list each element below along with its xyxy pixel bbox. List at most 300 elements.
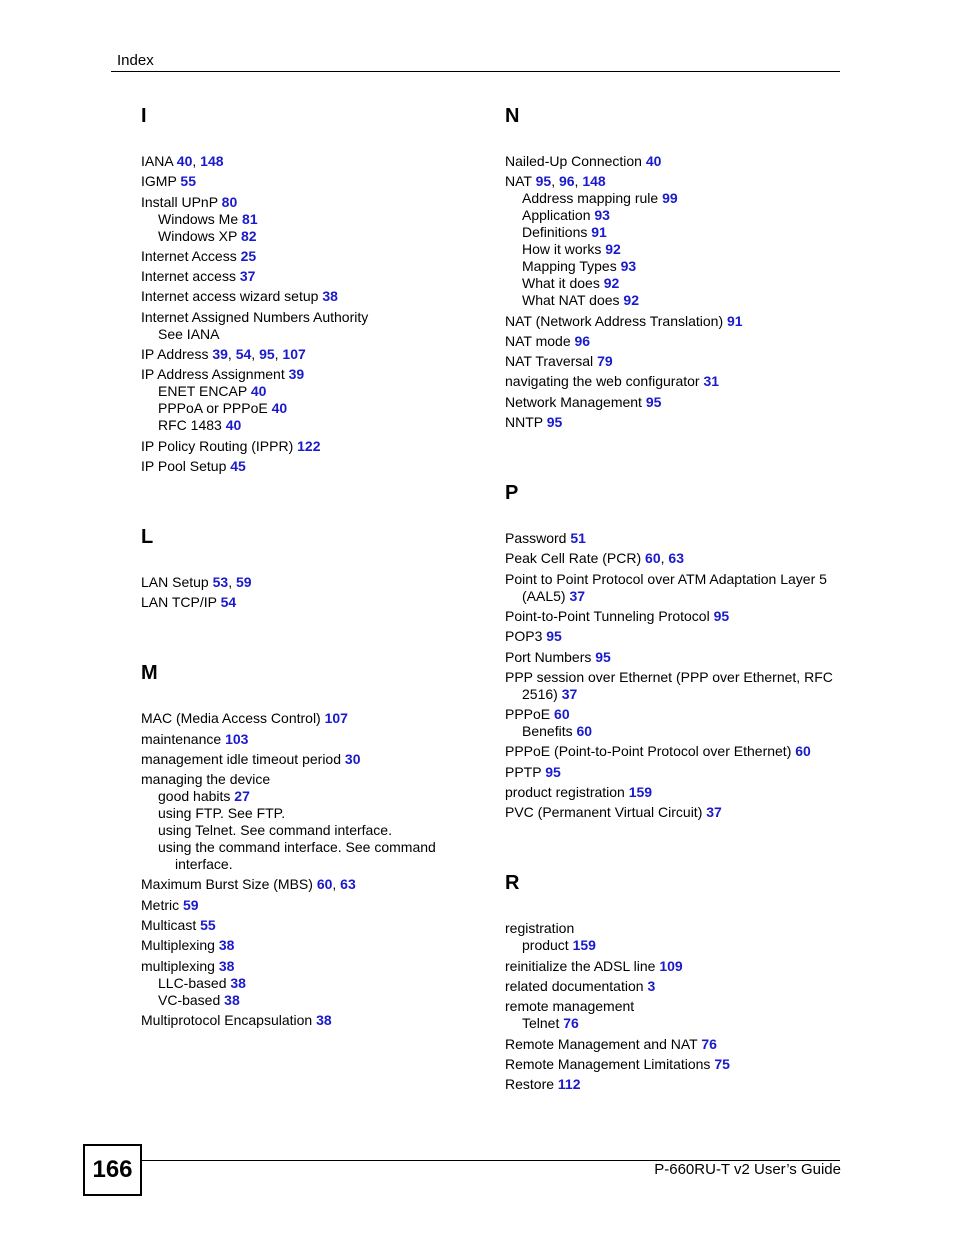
page-reference-link[interactable]: 81	[242, 210, 258, 227]
entry-text: Internet Assigned Numbers Authority	[141, 308, 369, 325]
entry-text: registration	[505, 920, 575, 937]
index-entry-line	[141, 288, 481, 305]
page-reference-link[interactable]: 54	[235, 346, 252, 363]
index-entry	[505, 153, 845, 170]
page-reference-link[interactable]: 37	[569, 587, 586, 604]
page-reference-link[interactable]: 112	[557, 1076, 581, 1093]
index-entry-line	[505, 784, 845, 801]
entry-text: ,	[227, 346, 236, 363]
index-subentry	[505, 224, 845, 241]
index-entry-line	[505, 686, 845, 703]
index-entry	[141, 458, 481, 475]
section-letter: P	[505, 482, 519, 505]
index-entry	[141, 574, 481, 591]
index-entry-line	[505, 313, 845, 330]
index-entry-line	[505, 353, 845, 370]
index-entry-line	[505, 1036, 845, 1053]
entry-text: MAC (Media Access Control)	[141, 710, 325, 727]
entry-text: using FTP. See FTP.	[158, 805, 286, 822]
page-reference-link[interactable]: 53	[212, 573, 229, 590]
page-reference-link[interactable]: 40	[271, 400, 288, 417]
entry-text: NAT (Network Address Translation)	[505, 312, 728, 329]
page-reference-link[interactable]: 103	[225, 730, 249, 747]
index-section	[505, 104, 845, 431]
index-entry-line	[505, 530, 845, 547]
entry-text: Multiplexing	[141, 937, 219, 954]
index-subentry	[141, 975, 481, 992]
running-header: Index	[117, 52, 154, 69]
page-reference-link[interactable]: 95	[546, 414, 563, 431]
index-subentry	[141, 400, 481, 417]
index-entry	[141, 710, 481, 727]
entry-text: IP Address Assignment	[141, 366, 289, 383]
page-reference-link[interactable]: 80	[221, 193, 238, 210]
entry-text: Mapping Types	[522, 258, 621, 275]
index-entry	[141, 346, 481, 363]
entry-text: Multiprotocol Encapsulation	[141, 1011, 317, 1028]
index-subentry	[141, 211, 481, 228]
index-section	[505, 871, 845, 1093]
index-entry	[505, 764, 845, 781]
index-subentry	[505, 190, 845, 207]
entry-text: Remote Management Limitations	[505, 1055, 715, 1072]
page-reference-link[interactable]: 76	[701, 1035, 717, 1052]
index-entry-line	[505, 764, 845, 781]
index-column-right	[505, 104, 845, 1143]
page-reference-link[interactable]: 40	[250, 383, 267, 400]
entry-text: maintenance	[141, 730, 226, 747]
index-entry	[141, 173, 481, 190]
entry-text: Nailed-Up Connection	[505, 153, 646, 169]
index-entry-line	[505, 173, 845, 190]
index-entry	[505, 784, 845, 801]
entry-text: Windows XP	[158, 227, 241, 244]
index-entry-line	[141, 876, 481, 893]
index-entry-line	[141, 594, 481, 611]
index-entry	[141, 194, 481, 245]
page-reference-link[interactable]: 82	[241, 227, 257, 244]
index-entry	[505, 571, 845, 605]
entry-text: Multicast	[141, 917, 201, 934]
page-reference-link[interactable]: 40	[645, 153, 662, 169]
index-entry	[505, 394, 845, 411]
index-entry-line	[141, 153, 481, 170]
index-entry	[141, 876, 481, 893]
index-entry	[505, 414, 845, 431]
index-subentry	[505, 723, 845, 740]
index-entry	[141, 917, 481, 934]
entry-text: POP3	[505, 628, 547, 645]
page-reference-link[interactable]: 37	[706, 804, 722, 821]
entry-text: PPTP	[505, 763, 546, 780]
index-entry	[141, 438, 481, 455]
index-subentry	[141, 228, 481, 245]
index-entry	[141, 751, 481, 768]
page-reference-link[interactable]: 95	[545, 763, 561, 780]
page-reference-link[interactable]: 39	[212, 346, 228, 363]
index-entry	[141, 248, 481, 265]
index-subentry	[505, 1015, 845, 1032]
entry-text: LAN TCP/IP	[141, 594, 221, 611]
page-reference-link[interactable]: 54	[220, 594, 237, 611]
index-subentry	[505, 241, 845, 258]
page-reference-link[interactable]: 159	[572, 937, 596, 954]
index-entry	[505, 743, 845, 760]
page-reference-link[interactable]: 51	[570, 530, 586, 547]
entry-text: ,	[228, 573, 236, 590]
index-entry	[141, 937, 481, 954]
entry-text: IP Address	[141, 346, 213, 363]
page-reference-link[interactable]: 148	[200, 153, 224, 169]
index-entry-line	[505, 608, 845, 625]
page-reference-link[interactable]: 38	[230, 974, 246, 991]
entry-text: LLC-based	[158, 974, 231, 991]
index-entry	[505, 608, 845, 625]
page-reference-link[interactable]: 27	[234, 788, 250, 805]
index-entry	[141, 288, 481, 305]
index-entry	[505, 1056, 845, 1073]
page-reference-link[interactable]: 38	[218, 957, 235, 974]
entry-text: See IANA	[158, 325, 220, 342]
index-entry	[505, 313, 845, 330]
entry-text: remote management	[505, 998, 635, 1015]
entry-text: PPPoE (Point-to-Point Protocol over Ethernet)	[505, 743, 796, 760]
section-letter: N	[505, 105, 520, 127]
index-entry-line	[505, 550, 845, 567]
index-entry-line	[141, 917, 481, 934]
entry-text: Install UPnP	[141, 193, 222, 210]
entry-text: LAN Setup	[141, 573, 213, 590]
page-reference-link[interactable]: 55	[180, 173, 196, 190]
entry-text: using Telnet. See command interface.	[158, 822, 392, 839]
entry-text: IANA	[141, 153, 177, 169]
entry-text: ENET ENCAP	[158, 383, 251, 400]
entry-text: Point to Point Protocol over ATM Adaptation Layer 5	[505, 570, 827, 587]
index-entry-line	[141, 751, 481, 768]
index-entry	[141, 366, 481, 434]
entry-text: Application	[522, 207, 595, 224]
index-entry-line	[141, 958, 481, 975]
page-reference-link[interactable]: 93	[594, 207, 610, 224]
index-entry-line	[505, 1056, 845, 1073]
index-section	[141, 104, 481, 475]
index-subentry	[141, 822, 481, 839]
entry-text: product registration	[505, 784, 629, 801]
index-entry	[141, 731, 481, 748]
page-reference-link[interactable]: 38	[218, 937, 235, 954]
index-entry	[505, 373, 845, 390]
index-section	[141, 661, 481, 1029]
page-reference-link[interactable]: 109	[659, 957, 683, 974]
index-entry	[505, 550, 845, 567]
entry-text: PPPoA or PPPoE	[158, 400, 272, 417]
index-entry-line	[505, 153, 845, 170]
index-entry-line	[141, 771, 481, 788]
index-entry	[505, 353, 845, 370]
page-reference-link[interactable]: 60	[645, 550, 661, 567]
index-subentry	[141, 383, 481, 400]
entry-text: ,	[574, 173, 583, 190]
section-letter: R	[505, 872, 520, 895]
index-entry-line	[505, 649, 845, 666]
index-entry	[505, 998, 845, 1032]
entry-text: Definitions	[522, 224, 592, 241]
page-reference-link[interactable]: 75	[714, 1055, 730, 1072]
index-entry	[141, 594, 481, 611]
index-entry	[505, 978, 845, 995]
entry-text: How it works	[522, 241, 606, 258]
page-reference-link[interactable]: 107	[282, 346, 306, 363]
page-reference-link[interactable]: 95	[713, 607, 730, 624]
page-reference-link[interactable]: 25	[240, 247, 257, 264]
index-entry-line	[141, 574, 481, 591]
index-entry-line	[141, 937, 481, 954]
index-entry-line	[141, 438, 481, 455]
entry-text: using the command interface. See command	[158, 839, 436, 856]
entry-text: VC-based	[158, 991, 225, 1008]
entry-text: related documentation	[505, 977, 648, 994]
entry-text: Restore	[505, 1076, 558, 1093]
header-rule	[111, 71, 840, 72]
entry-text: Metric	[141, 896, 183, 913]
index-entry	[505, 1076, 845, 1093]
page-reference-link[interactable]: 92	[603, 275, 620, 292]
index-entry-line	[141, 194, 481, 211]
page-reference-link[interactable]: 38	[224, 991, 240, 1008]
index-entry-line	[141, 309, 481, 326]
index-subentry	[141, 788, 481, 805]
index-entry-line	[505, 958, 845, 975]
index-subentry	[141, 805, 481, 822]
entry-text: ,	[251, 346, 260, 363]
page-reference-link[interactable]: 3	[647, 977, 656, 994]
entry-text: Benefits	[522, 723, 577, 740]
page-reference-link[interactable]: 148	[582, 173, 606, 190]
index-entry	[141, 268, 481, 285]
page-reference-link[interactable]: 30	[344, 750, 361, 767]
page-reference-link[interactable]: 96	[574, 332, 591, 349]
index-entry	[505, 649, 845, 666]
entry-text: Maximum Burst Size (MBS)	[141, 876, 317, 893]
entry-text: IP Pool Setup	[141, 457, 231, 474]
page-reference-link[interactable]: 55	[200, 917, 216, 934]
index-entry-line	[505, 706, 845, 723]
index-entry-line	[141, 897, 481, 914]
entry-text: NNTP	[505, 414, 547, 431]
section-letter: L	[141, 525, 154, 548]
entry-text: Internet access	[141, 268, 240, 285]
index-entry-line	[141, 248, 481, 265]
entry-text: Port Numbers	[505, 648, 596, 665]
index-entry	[505, 706, 845, 740]
index-entry-line	[505, 1076, 845, 1093]
entry-text: multiplexing	[141, 957, 219, 974]
page-reference-link[interactable]: 96	[558, 173, 575, 190]
page-reference-link[interactable]: 92	[605, 241, 621, 258]
index-entry-line	[505, 373, 845, 390]
entry-text: managing the device	[141, 771, 271, 788]
page-reference-link[interactable]: 93	[620, 258, 637, 275]
index-entry	[141, 958, 481, 1009]
entry-text: ,	[274, 346, 283, 363]
index-subentry	[505, 292, 845, 309]
entry-text: Windows Me	[158, 210, 243, 227]
entry-text: ,	[660, 550, 669, 567]
entry-text: Internet Access	[141, 247, 241, 264]
entry-text: Password	[505, 530, 571, 547]
index-subentry	[505, 207, 845, 224]
page-reference-link[interactable]: 60	[316, 876, 333, 893]
page-reference-link[interactable]: 79	[597, 353, 613, 370]
page-reference-link[interactable]: 60	[576, 723, 593, 740]
entry-text: IP Policy Routing (IPPR)	[141, 437, 298, 454]
entry-text: Telnet	[522, 1015, 564, 1032]
index-entry	[505, 804, 845, 821]
index-entry-line	[505, 669, 845, 686]
index-subentry	[141, 417, 481, 434]
entry-text: NAT Traversal	[505, 353, 598, 370]
page-reference-link[interactable]: 63	[340, 876, 356, 893]
entry-text: PVC (Permanent Virtual Circuit)	[505, 804, 707, 821]
entry-text: good habits	[158, 788, 235, 805]
index-entry	[505, 333, 845, 350]
index-entry-line	[505, 571, 845, 588]
index-entry-line	[141, 1012, 481, 1029]
page-reference-link[interactable]: 31	[703, 373, 720, 390]
index-entry	[505, 173, 845, 309]
entry-text: Remote Management and NAT	[505, 1035, 702, 1052]
page-reference-link[interactable]: 63	[668, 550, 684, 567]
index-subentry	[141, 839, 481, 856]
page-reference-link[interactable]: 95	[645, 393, 662, 410]
entry-text: product	[522, 937, 573, 954]
index-entry	[141, 897, 481, 914]
index-subentry	[505, 937, 845, 954]
page-reference-link[interactable]: 38	[316, 1011, 332, 1028]
section-letter: I	[141, 105, 147, 127]
index-entry-line	[505, 588, 845, 605]
entry-text: Point-to-Point Tunneling Protocol	[505, 607, 714, 624]
page-reference-link[interactable]: 99	[662, 190, 678, 207]
entry-text: RFC 1483	[158, 417, 226, 434]
page-reference-link[interactable]: 60	[554, 706, 570, 723]
index-entry	[141, 309, 481, 343]
entry-text: What NAT does	[522, 292, 624, 309]
index-subentry	[141, 326, 481, 343]
entry-text: Network Management	[505, 393, 646, 410]
page-reference-link[interactable]: 107	[324, 710, 348, 727]
index-subentry	[141, 992, 481, 1009]
page-reference-link[interactable]: 159	[628, 784, 653, 801]
index-entry	[505, 669, 845, 703]
page-reference-link[interactable]: 122	[297, 437, 321, 454]
entry-text: NAT	[505, 173, 536, 190]
index-entry-line	[505, 998, 845, 1015]
entry-text: IGMP	[141, 173, 181, 190]
page-reference-link[interactable]: 40	[176, 153, 193, 169]
entry-text: PPP session over Ethernet (PPP over Ethernet, RFC	[505, 668, 833, 685]
guide-title: P-660RU-T v2 User’s Guide	[654, 1161, 841, 1178]
page-reference-link[interactable]: 40	[225, 417, 242, 434]
index-entry-line	[141, 366, 481, 383]
entry-text: ,	[192, 153, 201, 169]
index-column-left	[141, 104, 481, 1079]
index-entry-line	[141, 856, 481, 873]
index-section	[141, 525, 481, 611]
index-entry-line	[505, 978, 845, 995]
page-reference-link[interactable]: 45	[230, 457, 246, 474]
page-reference-link[interactable]: 37	[561, 685, 578, 702]
index-entry	[505, 1036, 845, 1053]
page-reference-link[interactable]: 76	[563, 1015, 579, 1032]
entry-text: 2516)	[522, 685, 562, 702]
page-number: 166	[83, 1144, 142, 1196]
index-entry	[505, 920, 845, 954]
index-entry-line	[505, 333, 845, 350]
index-entry-line	[505, 743, 845, 760]
entry-text: (AAL5)	[522, 587, 570, 604]
page-reference-link[interactable]: 95	[546, 628, 562, 645]
page-reference-link[interactable]: 95	[259, 346, 275, 363]
entry-text: navigating the web configurator	[505, 373, 704, 390]
index-entry-line	[141, 346, 481, 363]
index-entry-line	[141, 710, 481, 727]
index-entry-line	[505, 394, 845, 411]
index-entry	[141, 153, 481, 170]
entry-text: interface.	[175, 856, 233, 873]
index-entry	[505, 530, 845, 547]
index-entry-line	[141, 268, 481, 285]
entry-text: Address mapping rule	[522, 190, 663, 207]
page-reference-link[interactable]: 95	[535, 173, 552, 190]
index-entry-line	[141, 731, 481, 748]
index-entry	[141, 1012, 481, 1029]
page-reference-link[interactable]: 39	[288, 366, 305, 383]
entry-text: Peak Cell Rate (PCR)	[505, 550, 646, 567]
index-entry-line	[505, 920, 845, 937]
entry-text: What it does	[522, 275, 604, 292]
entry-text: management idle timeout period	[141, 750, 345, 767]
section-letter: M	[141, 662, 158, 685]
page-reference-link[interactable]: 59	[183, 896, 199, 913]
entry-text: ,	[551, 173, 559, 190]
index-entry-line	[505, 414, 845, 431]
index-entry	[505, 958, 845, 975]
entry-text: ,	[332, 876, 341, 893]
index-entry-line	[141, 173, 481, 190]
page-reference-link[interactable]: 91	[727, 312, 743, 329]
page-reference-link[interactable]: 95	[595, 648, 611, 665]
page-reference-link[interactable]: 37	[239, 268, 256, 285]
entry-text: PPPoE	[505, 706, 555, 723]
entry-text: NAT mode	[505, 332, 575, 349]
entry-text: Internet access wizard setup	[141, 288, 323, 305]
page-reference-link[interactable]: 60	[795, 743, 811, 760]
index-entry-line	[141, 458, 481, 475]
page-reference-link[interactable]: 38	[322, 288, 338, 305]
index-entry-line	[505, 628, 845, 645]
page-reference-link[interactable]: 91	[591, 224, 607, 241]
index-entry	[505, 628, 845, 645]
index-entry	[141, 771, 481, 873]
index-section	[505, 481, 845, 821]
index-entry-line	[505, 804, 845, 821]
page-reference-link[interactable]: 92	[623, 292, 639, 309]
index-subentry	[505, 275, 845, 292]
index-subentry	[505, 258, 845, 275]
page-reference-link[interactable]: 59	[235, 573, 252, 590]
entry-text: reinitialize the ADSL line	[505, 957, 660, 974]
